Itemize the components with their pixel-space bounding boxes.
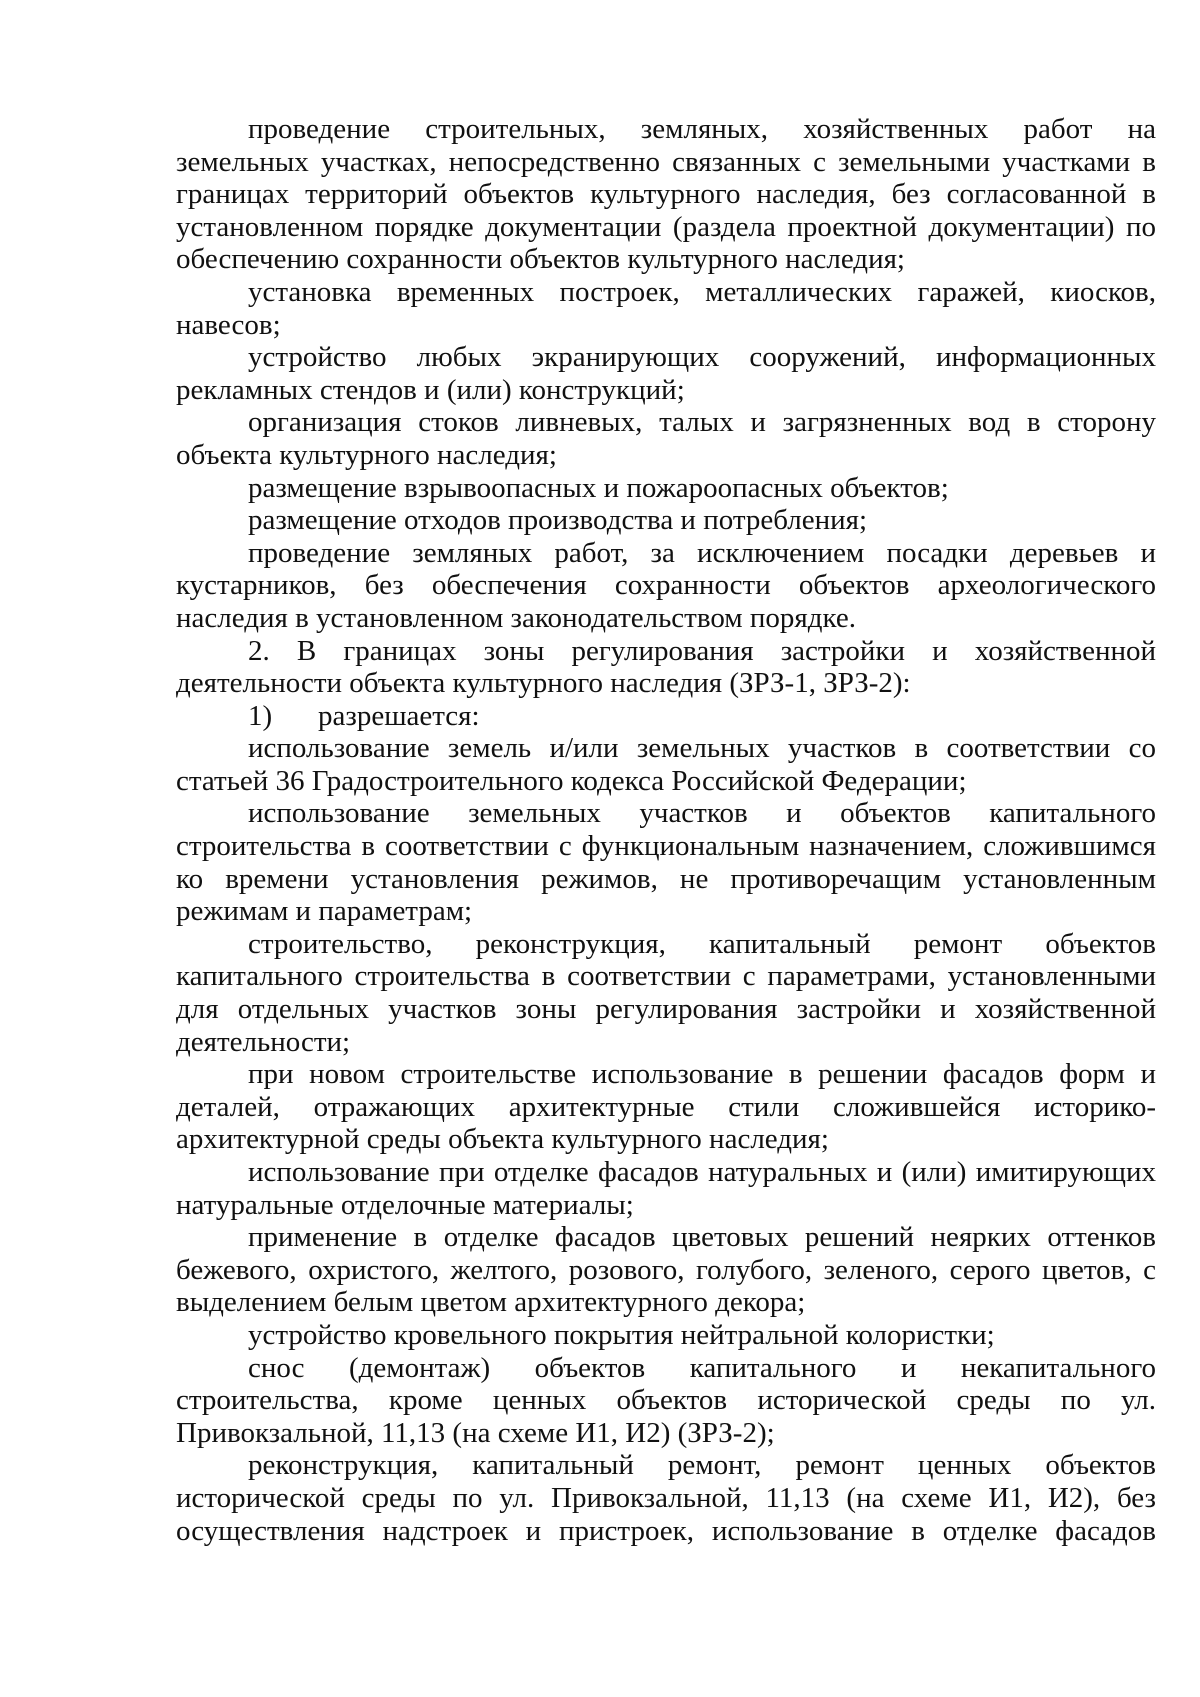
paragraph-demolition: снос (демонтаж) объектов капитального и некапитального строительства, кроме ценных объектов исторической среды по ул. Привокзальной, 11,13 (на схеме И1, И2) (ЗРЗ-2); <box>176 1351 1156 1449</box>
paragraph-new-construction-facades: при новом строительстве использование в решении фасадов форм и деталей, отражающих архитектурные стили сложившейся историко-архитектурной среды объекта культурного наследия; <box>176 1058 1156 1156</box>
paragraph-color-solutions: применение в отделке фасадов цветовых решений неярких оттенков бежевого, охристого, желтого, розового, голубого, зеленого, серого цветов, с выделением белым цветом архитектурного декора; <box>176 1221 1156 1319</box>
paragraph-historic-objects-repair: реконструкция, капитальный ремонт, ремонт ценных объектов исторической среды по ул. Привокзальной, 11,13 (на схеме И1, И2), без осуществления надстроек и пристроек, использование в отделке фасадов <box>176 1449 1156 1547</box>
paragraph-roofing: устройство кровельного покрытия нейтральной колористки; <box>248 1318 995 1351</box>
list-item-number: 1) <box>248 699 273 732</box>
document-page <box>176 113 1156 1547</box>
paragraph-land-use: использование земель и/или земельных участков в соответствии со статьей 36 Градостроительного кодекса Российской Федерации; <box>176 732 1156 797</box>
paragraph-waste: размещение отходов производства и потребления; <box>248 504 868 537</box>
paragraph-earthworks-prohibited: проведение строительных, земляных, хозяйственных работ на земельных участках, непосредственно связанных с земельными участками в границах территорий объектов культурного наследия, без согласованной в установленном порядке документации (раздела проектной документации) по обеспечению сохранности объектов культурного наследия; <box>176 113 1156 276</box>
paragraph-archaeological: проведение земляных работ, за исключением посадки деревьев и кустарников, без обеспечения сохранности объектов археологического наследия в установленном законодательством порядке. <box>176 536 1156 634</box>
paragraph-screening-structures: устройство любых экранирующих сооружений, информационных рекламных стендов и (или) конструкций; <box>176 341 1156 406</box>
paragraph-natural-materials: использование при отделке фасадов натуральных и (или) имитирующих натуральные отделочные материалы; <box>176 1156 1156 1221</box>
paragraph-reconstruction: строительство, реконструкция, капитальный ремонт объектов капитального строительства в соответствии с параметрами, установленными для отдельных участков зоны регулирования застройки и хозяйственной деятельности; <box>176 927 1156 1058</box>
paragraph-temporary-buildings: установка временных построек, металлических гаражей, киосков, навесов; <box>176 275 1156 341</box>
list-item-label: разрешается: <box>318 699 480 732</box>
paragraph-hazardous-objects: размещение взрывоопасных и пожароопасных объектов; <box>248 471 949 504</box>
paragraph-capital-construction-use: использование земельных участков и объектов капитального строительства в соответствии с функциональным назначением, сложившимся ко времени установления режимов, не противоречащим установленным режимам и параметрам; <box>176 797 1156 928</box>
section-heading-zrz: 2. В границах зоны регулирования застройки и хозяйственной деятельности объекта культурного наследия (ЗРЗ-1, ЗРЗ-2): <box>176 634 1156 700</box>
paragraph-drainage: организация стоков ливневых, талых и загрязненных вод в сторону объекта культурного наследия; <box>176 406 1156 471</box>
list-item-permitted <box>176 700 1156 733</box>
